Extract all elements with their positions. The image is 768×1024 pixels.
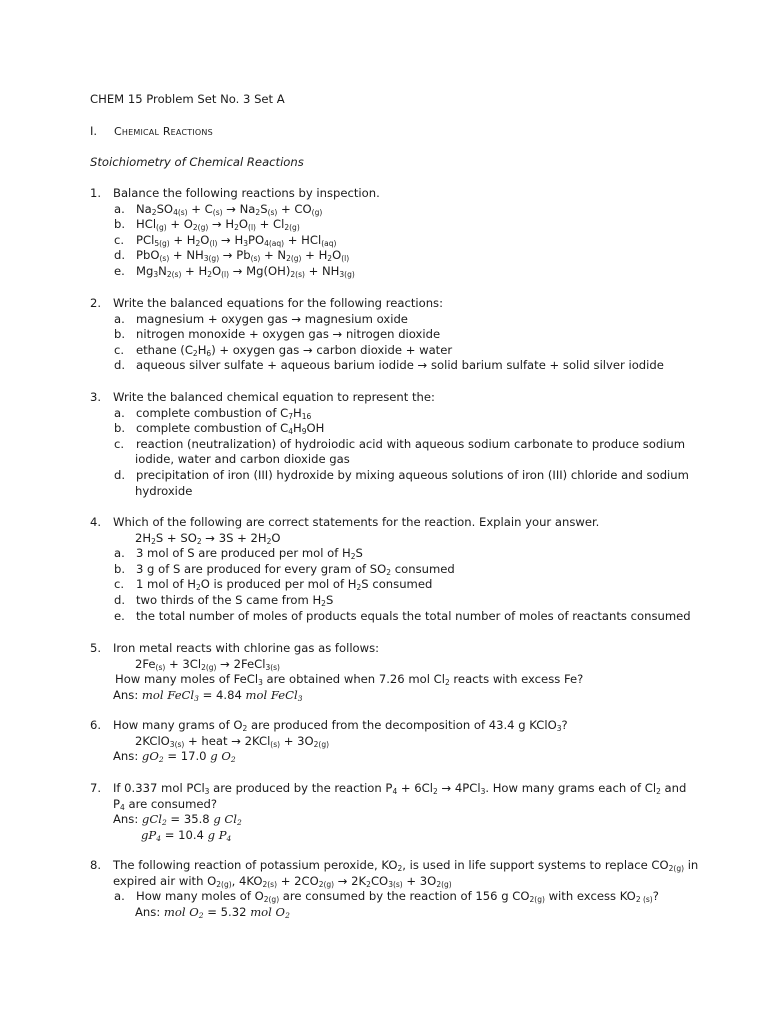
- question-4: [90, 515, 691, 624]
- item-text: nitrogen monoxide + oxygen gas → nitrogen dioxide: [136, 327, 441, 342]
- section-numeral: I.: [90, 124, 98, 138]
- item-text: reaction (neutralization) of hydroiodic acid with aqueous sodium carbonate to produce sodium: [136, 436, 686, 451]
- reaction-equation: $2Fe_{(s)} + 3Cl_{2(g)}$ → 2FeCl$_{3(s)}$: [135, 656, 280, 672]
- answer-label: Ans:: [135, 904, 164, 919]
- item-2b: b. nitrogen monoxide + oxygen gas → nitrogen dioxide: [114, 327, 441, 342]
- item-text-continued: hydroxide: [135, 483, 193, 498]
- item-3a: a. complete combustion of $C_7H_{16}$: [114, 405, 312, 421]
- item-1c: c. $PCl_{5(g)} + H_2O_{(l)} \to H_3PO_{4(aq)} + HCl_{(aq)}$: [114, 232, 337, 248]
- answer-value: 17.0: [180, 749, 207, 764]
- item-4b: b. 3 g of S are produced for every gram of $SO_2$ consumed: [114, 561, 455, 577]
- answer-label: Ans:: [113, 687, 142, 702]
- item-3d: d. precipitation of iron (III) hydroxide by mixing aqueous solutions of iron (III) chloride and sodium: [114, 467, 689, 482]
- question-8: 8. The following reaction of potassium peroxide, $KO_2$, is used in life support systems to replace $CO_{2(g)}$ in expired air with $O_{2(g)}$, $4KO_{2(s)} + 2CO_{2(g)} \to 2K_2CO_{3(s)} + 3O_{2(g)}$ a. How many moles of $O_{2(g)}$ are consumed by the reaction of 156 g $CO_{2(g)}$ with excess $KO_{2 (s)}$? Ans: mol $O_2 = 5.32$ mol $O_2$: [90, 858, 699, 920]
- section-title: Chemical Reactions: [114, 125, 213, 138]
- item-2a: a. magnesium + oxygen gas → magnesium oxide: [114, 311, 408, 326]
- subsection-heading: Stoichiometry of Chemical Reactions: [90, 155, 304, 169]
- item-1a: a. $Na_2SO_{4(s)} + C_{(s)} \to Na_2S_{(s)} + CO_{(g)}$: [114, 201, 323, 217]
- text-segment: reacts with excess Fe?: [449, 672, 584, 687]
- question-number: 7.: [90, 781, 102, 795]
- text-segment: are obtained when 7.26 mol Cl: [262, 672, 445, 687]
- item-1d: d. $PbO_{(s)} + NH_{3(g)} \to Pb_{(s)} + N_{2(g)} + H_2O_{(l)}$: [114, 248, 350, 264]
- item-1e: e. $Mg_3N_{2(s)} + H_2O_{(l)} \to Mg(OH)_{2(s)} + NH_{3(g)}$: [114, 263, 355, 279]
- question-text-continued: expired air with $O_{2(g)}$, $4KO_{2(s)} + 2CO_{2(g)} \to 2K_2CO_{3(s)} + 3O_{2(g)}$: [113, 873, 452, 889]
- question-3: [90, 390, 689, 499]
- answer-value: 10.4: [178, 827, 204, 842]
- item-4a: a. 3 mol of S are produced per mol of $H_2S$: [114, 546, 363, 562]
- item-text: aqueous silver sulfate + aqueous barium iodide → solid barium sulfate + solid silver iodide: [136, 358, 664, 373]
- question-1: [90, 186, 680, 280]
- item-4d: d. two thirds of the S came from $H_2S$: [114, 592, 334, 608]
- item-1b: b. $HCl_{(g)} + O_{2(g)} \to H_2O_{(l)} + Cl_{2(g)}$: [114, 217, 300, 233]
- question-7: 7. If 0.337 mol PCl$_3$ are produced by the reaction $P_4 + 6Cl_2 \to 4PCl_3$. How many grams each of $Cl_2$ and $P_4$ are consumed? Ans: gCl$_2$ = 35.8 g $Cl_2$ $gP_4 = 10.4$ g $P_4$: [90, 781, 687, 843]
- item-8a: a. How many moles of $O_{2(g)}$ are consumed by the reaction of 156 g $CO_{2(g)}$ with excess $KO_{2 (s)}$?: [114, 889, 659, 905]
- question-5: [90, 641, 680, 703]
- question-prompt: Iron metal reacts with chlorine gas as follows:: [113, 641, 380, 655]
- answer-1: Ans: gCl$_2$ = 35.8 g $Cl_2$: [113, 812, 242, 828]
- answer: Ans: $gO_2 = 17.0$ g $O_2$: [113, 749, 236, 765]
- question-number: 5.: [90, 641, 102, 655]
- answer: Ans: mol $O_2 = 5.32$ mol $O_2$: [135, 904, 290, 920]
- item-4e: e. the total number of moles of products equals the total number of moles of reactants consumed: [114, 608, 691, 623]
- answer-value: 35.8: [183, 812, 210, 827]
- item-2d: d. aqueous silver sulfate + aqueous barium iodide → solid barium sulfate + solid silver iodide: [114, 358, 664, 373]
- answer-value: 5.32: [220, 904, 247, 919]
- question-2: [90, 296, 680, 374]
- question-number: 6.: [90, 718, 102, 732]
- document-title: CHEM 15 Problem Set No. 3 Set A: [90, 92, 285, 106]
- question-prompt: Write the balanced equations for the following reactions:: [113, 296, 443, 310]
- question-text: How many moles of FeCl$_3$ are obtained when 7.26 mol $Cl_2$ reacts with excess Fe?: [115, 672, 584, 688]
- item-3c: c. reaction (neutralization) of hydroiodic acid with aqueous sodium carbonate to produce sodium: [114, 436, 686, 451]
- question-number: 4.: [90, 515, 102, 529]
- question-6: 6. How many grams of $O_2$ are produced from the decomposition of 43.4 g KClO$_3$? 2KClO$_{3(s)}$ + heat → $2KCl_{(s)} + 3O_{2(g)}$ Ans: $gO_2 = 17.0$ g $O_2$: [90, 718, 680, 765]
- question-prompt: Balance the following reactions by inspection.: [113, 186, 380, 200]
- question-text-continued: $P_4$ are consumed?: [113, 796, 218, 812]
- answer: Ans: mol FeCl$_3$ = 4.84 mol FeCl$_3$: [113, 687, 303, 703]
- item-text: magnesium + oxygen gas → magnesium oxide: [136, 311, 408, 326]
- section-heading: [90, 124, 680, 140]
- question-prompt: Write the balanced chemical equation to represent the:: [113, 390, 435, 404]
- item-3b: b. complete combustion of $C_4H_9OH$: [114, 421, 325, 437]
- item-text: two thirds of the S came from H: [136, 592, 322, 607]
- text-segment: are consumed?: [128, 796, 218, 811]
- item-text: the total number of moles of products equals the total number of moles of reactants consumed: [136, 608, 691, 623]
- item-2c: c. ethane $(C_2H_6)$ + oxygen gas → carbon dioxide + water: [114, 342, 453, 358]
- question-number: 3.: [90, 390, 102, 404]
- question-number: 2.: [90, 296, 102, 310]
- question-prompt: Which of the following are correct statements for the reaction. Explain your answer.: [113, 515, 600, 529]
- question-number: 8.: [90, 858, 102, 872]
- answer-label: Ans:: [113, 812, 142, 827]
- item-text: precipitation of iron (III) hydroxide by mixing aqueous solutions of iron (III) chloride and sodium: [136, 467, 689, 482]
- question-number: 1.: [90, 186, 102, 200]
- reaction-equation: 2KClO$_{3(s)}$ + heat → $2KCl_{(s)} + 3O_{2(g)}$: [135, 733, 330, 749]
- answer-value: 4.84: [216, 687, 242, 702]
- item-4c: c. 1 mol of $H_2O$ is produced per mol of $H_2S$ consumed: [114, 577, 433, 593]
- item-text-continued: iodide, water and carbon dioxide gas: [135, 452, 350, 467]
- item-text: ) + oxygen gas → carbon dioxide + water: [211, 342, 453, 357]
- answer-2: $gP_4 = 10.4$ g $P_4$: [141, 827, 232, 843]
- reaction-equation: $2H_2S + SO_2 \to 3S + 2H_2O$: [135, 530, 281, 546]
- answer-label: Ans:: [113, 749, 142, 764]
